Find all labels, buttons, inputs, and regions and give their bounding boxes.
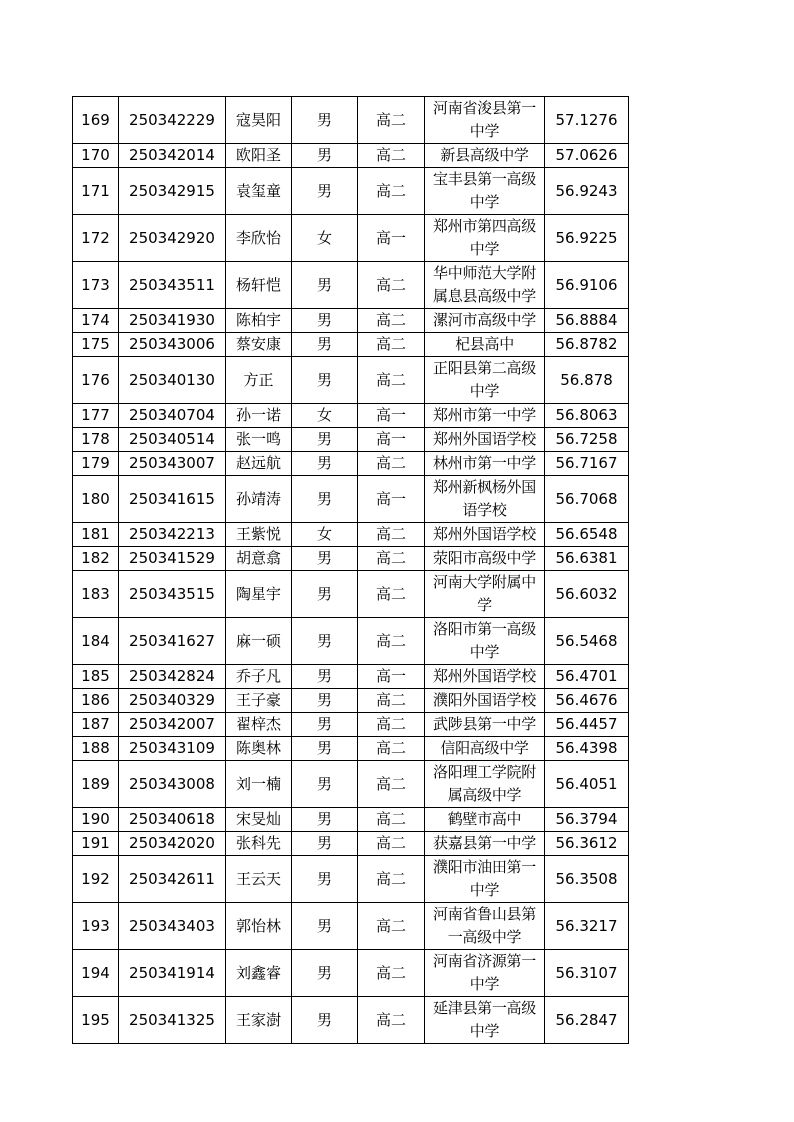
score-cell: 56.3107 [545, 950, 629, 997]
table-row [73, 571, 629, 618]
score-cell: 56.4051 [545, 761, 629, 808]
grade-cell: 高一 [358, 665, 425, 689]
gender-cell: 男 [292, 689, 358, 713]
gender-cell: 男 [292, 737, 358, 761]
rank-cell: 193 [73, 903, 119, 950]
table-row [73, 713, 629, 737]
table-row [73, 950, 629, 997]
score-cell: 56.7167 [545, 452, 629, 476]
name-cell: 杨轩恺 [226, 262, 292, 309]
gender-cell: 男 [292, 571, 358, 618]
rank-cell: 187 [73, 713, 119, 737]
student-id-cell: 250342007 [119, 713, 226, 737]
school-cell: 郑州市第一中学 [425, 404, 545, 428]
gender-cell: 男 [292, 547, 358, 571]
rank-cell: 184 [73, 618, 119, 665]
grade-cell: 高二 [358, 737, 425, 761]
name-cell: 麻一硕 [226, 618, 292, 665]
student-id-cell: 250342915 [119, 168, 226, 215]
grade-cell: 高二 [358, 950, 425, 997]
gender-cell: 男 [292, 808, 358, 832]
rank-cell: 189 [73, 761, 119, 808]
rank-cell: 190 [73, 808, 119, 832]
grade-cell: 高二 [358, 713, 425, 737]
rank-cell: 174 [73, 309, 119, 333]
grade-cell: 高一 [358, 215, 425, 262]
name-cell: 王家澍 [226, 997, 292, 1044]
student-id-cell: 250341529 [119, 547, 226, 571]
rank-cell: 186 [73, 689, 119, 713]
student-id-cell: 250343109 [119, 737, 226, 761]
table-row [73, 97, 629, 144]
gender-cell: 男 [292, 428, 358, 452]
name-cell: 陈奥林 [226, 737, 292, 761]
student-id-cell: 250342824 [119, 665, 226, 689]
name-cell: 刘一楠 [226, 761, 292, 808]
rank-cell: 182 [73, 547, 119, 571]
student-id-cell: 250342020 [119, 832, 226, 856]
name-cell: 欧阳圣 [226, 144, 292, 168]
score-cell: 56.6032 [545, 571, 629, 618]
gender-cell: 女 [292, 523, 358, 547]
grade-cell: 高二 [358, 571, 425, 618]
school-cell: 正阳县第二高级中学 [425, 357, 545, 404]
rank-cell: 172 [73, 215, 119, 262]
school-cell: 河南省鲁山县第一高级中学 [425, 903, 545, 950]
grade-cell: 高二 [358, 547, 425, 571]
gender-cell: 男 [292, 618, 358, 665]
name-cell: 胡意翕 [226, 547, 292, 571]
grade-cell: 高二 [358, 997, 425, 1044]
grade-cell: 高二 [358, 832, 425, 856]
table-row [73, 452, 629, 476]
score-cell: 56.8782 [545, 333, 629, 357]
student-id-cell: 250342229 [119, 97, 226, 144]
table-row [73, 737, 629, 761]
score-cell: 57.0626 [545, 144, 629, 168]
school-cell: 濮阳市油田第一中学 [425, 856, 545, 903]
student-id-cell: 250343515 [119, 571, 226, 618]
name-cell: 陶星宇 [226, 571, 292, 618]
score-cell: 56.9243 [545, 168, 629, 215]
school-cell: 郑州新枫杨外国语学校 [425, 476, 545, 523]
score-cell: 56.4701 [545, 665, 629, 689]
score-cell: 56.5468 [545, 618, 629, 665]
grade-cell: 高一 [358, 404, 425, 428]
table-row [73, 168, 629, 215]
grade-cell: 高二 [358, 618, 425, 665]
rank-cell: 176 [73, 357, 119, 404]
rank-cell: 192 [73, 856, 119, 903]
school-cell: 郑州外国语学校 [425, 665, 545, 689]
school-cell: 鹤壁市高中 [425, 808, 545, 832]
school-cell: 河南省浚县第一中学 [425, 97, 545, 144]
rank-cell: 183 [73, 571, 119, 618]
rank-cell: 188 [73, 737, 119, 761]
name-cell: 赵远航 [226, 452, 292, 476]
score-cell: 56.9106 [545, 262, 629, 309]
table-row [73, 997, 629, 1044]
score-cell: 56.9225 [545, 215, 629, 262]
student-id-cell: 250342920 [119, 215, 226, 262]
student-id-cell: 250343007 [119, 452, 226, 476]
results-table [72, 96, 629, 1044]
rank-cell: 170 [73, 144, 119, 168]
school-cell: 濮阳外国语学校 [425, 689, 545, 713]
rank-cell: 173 [73, 262, 119, 309]
grade-cell: 高二 [358, 808, 425, 832]
table-row [73, 428, 629, 452]
table-row [73, 144, 629, 168]
table-row [73, 523, 629, 547]
student-id-cell: 250340704 [119, 404, 226, 428]
name-cell: 王紫悦 [226, 523, 292, 547]
name-cell: 宋旻灿 [226, 808, 292, 832]
name-cell: 蔡安康 [226, 333, 292, 357]
score-cell: 56.4398 [545, 737, 629, 761]
table-row [73, 665, 629, 689]
school-cell: 郑州市第四高级中学 [425, 215, 545, 262]
student-id-cell: 250340329 [119, 689, 226, 713]
grade-cell: 高一 [358, 428, 425, 452]
table-row [73, 476, 629, 523]
student-id-cell: 250341627 [119, 618, 226, 665]
school-cell: 华中师范大学附属息县高级中学 [425, 262, 545, 309]
student-id-cell: 250340618 [119, 808, 226, 832]
student-id-cell: 250343006 [119, 333, 226, 357]
score-cell: 56.8884 [545, 309, 629, 333]
rank-cell: 178 [73, 428, 119, 452]
gender-cell: 男 [292, 665, 358, 689]
school-cell: 洛阳市第一高级中学 [425, 618, 545, 665]
rank-cell: 180 [73, 476, 119, 523]
gender-cell: 女 [292, 404, 358, 428]
gender-cell: 男 [292, 97, 358, 144]
rank-cell: 177 [73, 404, 119, 428]
grade-cell: 高二 [358, 357, 425, 404]
school-cell: 延津县第一高级中学 [425, 997, 545, 1044]
gender-cell: 男 [292, 997, 358, 1044]
student-id-cell: 250340130 [119, 357, 226, 404]
grade-cell: 高二 [358, 689, 425, 713]
grade-cell: 高二 [358, 903, 425, 950]
score-cell: 57.1276 [545, 97, 629, 144]
gender-cell: 男 [292, 950, 358, 997]
school-cell: 信阳高级中学 [425, 737, 545, 761]
gender-cell: 男 [292, 262, 358, 309]
grade-cell: 高二 [358, 97, 425, 144]
table-row [73, 689, 629, 713]
name-cell: 寇昊阳 [226, 97, 292, 144]
school-cell: 杞县高中 [425, 333, 545, 357]
table-row [73, 832, 629, 856]
rank-cell: 171 [73, 168, 119, 215]
student-id-cell: 250343008 [119, 761, 226, 808]
score-cell: 56.3794 [545, 808, 629, 832]
name-cell: 王子豪 [226, 689, 292, 713]
student-id-cell: 250341914 [119, 950, 226, 997]
table-row [73, 903, 629, 950]
table-row [73, 333, 629, 357]
school-cell: 郑州外国语学校 [425, 523, 545, 547]
table-row [73, 357, 629, 404]
name-cell: 张科先 [226, 832, 292, 856]
table-row [73, 856, 629, 903]
gender-cell: 男 [292, 144, 358, 168]
name-cell: 翟梓杰 [226, 713, 292, 737]
rank-cell: 185 [73, 665, 119, 689]
rank-cell: 191 [73, 832, 119, 856]
rank-cell: 179 [73, 452, 119, 476]
score-cell: 56.3508 [545, 856, 629, 903]
score-cell: 56.3612 [545, 832, 629, 856]
grade-cell: 高二 [358, 523, 425, 547]
name-cell: 袁玺童 [226, 168, 292, 215]
name-cell: 乔子凡 [226, 665, 292, 689]
score-cell: 56.4457 [545, 713, 629, 737]
school-cell: 武陟县第一中学 [425, 713, 545, 737]
score-cell: 56.3217 [545, 903, 629, 950]
table-row [73, 262, 629, 309]
rank-cell: 181 [73, 523, 119, 547]
rank-cell: 195 [73, 997, 119, 1044]
student-id-cell: 250340514 [119, 428, 226, 452]
score-cell: 56.6548 [545, 523, 629, 547]
grade-cell: 高二 [358, 262, 425, 309]
school-cell: 郑州外国语学校 [425, 428, 545, 452]
student-id-cell: 250341930 [119, 309, 226, 333]
grade-cell: 高二 [358, 168, 425, 215]
name-cell: 郭怡林 [226, 903, 292, 950]
score-cell: 56.8063 [545, 404, 629, 428]
table-row [73, 404, 629, 428]
school-cell: 林州市第一中学 [425, 452, 545, 476]
name-cell: 孙一诺 [226, 404, 292, 428]
table-row [73, 547, 629, 571]
name-cell: 陈柏宇 [226, 309, 292, 333]
student-id-cell: 250342611 [119, 856, 226, 903]
school-cell: 河南大学附属中学 [425, 571, 545, 618]
grade-cell: 高一 [358, 476, 425, 523]
table-row [73, 618, 629, 665]
gender-cell: 男 [292, 168, 358, 215]
school-cell: 洛阳理工学院附属高级中学 [425, 761, 545, 808]
school-cell: 河南省济源第一中学 [425, 950, 545, 997]
grade-cell: 高二 [358, 856, 425, 903]
gender-cell: 男 [292, 832, 358, 856]
grade-cell: 高二 [358, 761, 425, 808]
name-cell: 孙靖涛 [226, 476, 292, 523]
table-row [73, 761, 629, 808]
gender-cell: 男 [292, 856, 358, 903]
school-cell: 荥阳市高级中学 [425, 547, 545, 571]
rank-cell: 169 [73, 97, 119, 144]
results-table-body [73, 97, 629, 1044]
school-cell: 新县高级中学 [425, 144, 545, 168]
grade-cell: 高二 [358, 144, 425, 168]
score-cell: 56.6381 [545, 547, 629, 571]
score-cell: 56.878 [545, 357, 629, 404]
grade-cell: 高二 [358, 309, 425, 333]
grade-cell: 高二 [358, 333, 425, 357]
score-cell: 56.2847 [545, 997, 629, 1044]
student-id-cell: 250341615 [119, 476, 226, 523]
student-id-cell: 250342213 [119, 523, 226, 547]
gender-cell: 男 [292, 761, 358, 808]
gender-cell: 男 [292, 452, 358, 476]
gender-cell: 男 [292, 476, 358, 523]
school-cell: 获嘉县第一中学 [425, 832, 545, 856]
name-cell: 刘鑫睿 [226, 950, 292, 997]
school-cell: 宝丰县第一高级中学 [425, 168, 545, 215]
name-cell: 李欣怡 [226, 215, 292, 262]
school-cell: 漯河市高级中学 [425, 309, 545, 333]
gender-cell: 女 [292, 215, 358, 262]
table-row [73, 808, 629, 832]
table-row [73, 215, 629, 262]
gender-cell: 男 [292, 357, 358, 404]
gender-cell: 男 [292, 309, 358, 333]
grade-cell: 高二 [358, 452, 425, 476]
gender-cell: 男 [292, 333, 358, 357]
score-cell: 56.7258 [545, 428, 629, 452]
rank-cell: 175 [73, 333, 119, 357]
student-id-cell: 250342014 [119, 144, 226, 168]
name-cell: 方正 [226, 357, 292, 404]
rank-cell: 194 [73, 950, 119, 997]
name-cell: 王云天 [226, 856, 292, 903]
student-id-cell: 250341325 [119, 997, 226, 1044]
table-row [73, 309, 629, 333]
student-id-cell: 250343403 [119, 903, 226, 950]
score-cell: 56.7068 [545, 476, 629, 523]
score-cell: 56.4676 [545, 689, 629, 713]
gender-cell: 男 [292, 903, 358, 950]
student-id-cell: 250343511 [119, 262, 226, 309]
name-cell: 张一鸣 [226, 428, 292, 452]
gender-cell: 男 [292, 713, 358, 737]
